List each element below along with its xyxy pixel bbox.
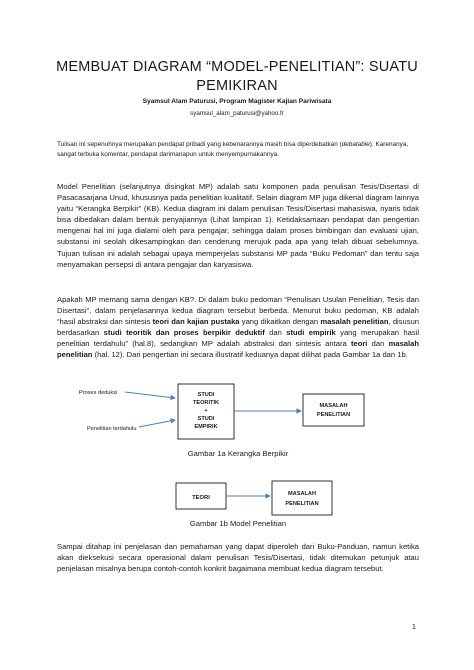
box-left-line: EMPIRIK (194, 424, 218, 430)
figure-1a-caption: Gambar 1a Kerangka Berpikir (187, 449, 289, 458)
para2-bold: studi teoritik dan proses berpikir deduktif (103, 328, 265, 338)
note-emphasis: debatable (341, 141, 370, 148)
figure-1b-diagram (57, 479, 419, 519)
para2-bold: masalah penelitian (320, 317, 389, 327)
box-masalah-penelitian (303, 394, 364, 426)
author-line: Syamsul Alam Paturusi, Program Magister Kajian Pariwisata (142, 98, 332, 105)
label-penelitian-terdahulu: Penelitian terdahulu (87, 426, 137, 432)
box-right-line: MASALAH (319, 403, 348, 409)
para2-text: yang merupakan hasil penelitian terdahulu” (hal.8), sedangkan MP adalah abstraksi dan sintesis antara (57, 328, 420, 349)
box-left-line: STUDI (197, 392, 215, 398)
box-teori-label: TEORI (192, 495, 210, 501)
note-text-1: Tulisan ini sepenuhnya merupakan pendapat pribadi yang kebenarannya masih bisa diperdebatkan ( (57, 141, 342, 148)
box-left-line: + (204, 408, 208, 414)
box-masalah-penelitian-1b (272, 481, 332, 515)
para2-text: (hal. 12). Dari pengertian ini secara illustratif keduanya dapat dilihat pada Gambar 1a dan 1b. (92, 350, 408, 360)
paragraph-definitions (57, 294, 419, 361)
para2-bold: teori dan kajian pustaka (152, 317, 240, 327)
author-email: syamsul_alam_paturusi@yahoo.fr (190, 110, 284, 117)
arrow-deduksi (125, 392, 175, 398)
para2-bold: masalah penelitian (57, 339, 419, 360)
arrow-terdahulu (139, 420, 175, 427)
para2-bold: teori (350, 339, 368, 349)
box-left-line: TEORITIK (192, 400, 220, 406)
paragraph-intro: Model Penelitian (selanjutnya disingkat MP) adalah satu komponen pada penulisan Tesis/Disertasi di Pasacasarjana Unud, khususnya pada penelitian kualitatif. Selain diagram MP juga dikenal diagram lainnya yaitu “Kerangka Berpikir” (KB). Kedua diagram ini dalam penulisan Tesis/Disertasi mahasiswa, nyaris tidak bisa dibedakan dalam bentuk penyajiannya (Lihat lampiran 1). Ketidaksamaan pendapat dan pengertian mengenai hal ini juga dialami oleh para pengajar, sehingga dalam proses bimbingan dan evaluasi ujian, substansi ini seolah dikesampingkan dan cenderung merujuk pada apa yang telah dibuat sebelumnya. Tujuan tulisan ini adalah sebagai upaya memperjelas substansi MP pada “Buku Pedoman” dan tentu saja menyamakan persepsi di antara pengajar dan karyasiswa. (57, 182, 419, 269)
para2-text: dan (367, 339, 389, 349)
label-proses-deduksi: Proses deduksi (79, 390, 118, 396)
page-number: 1 (411, 622, 416, 631)
figure-1b-caption: Gambar 1b Model Penelitian (189, 519, 287, 528)
note-text-2: ). Karenanya, sangat terbuka komentar, pendapat darimanapun untuk menyempurnakannya. (57, 141, 409, 158)
document-title: MEMBUAT DIAGRAM “MODEL-PENELITIAN”: SUATU PEMIKIRAN (56, 59, 418, 94)
para2-text: dan (264, 328, 287, 338)
paragraph-closing: Sampai ditahap ini penjelasan dan pemahaman yang dapat diperoleh dari Buku-Panduan, namun ketika akan dieksekusi secara operasional dalam penulisan Tesis/Disertasi, tidak ditemukan petunjuk atau penjelasan misalnya berupa contoh-contoh konkrit bagaimana membuat kedua diagram tersebut. (57, 542, 419, 574)
para2-text: , disusun berdasarkan (57, 317, 420, 338)
disclaimer-note (57, 140, 419, 159)
para2-text: yang dikaitkan dengan (239, 317, 321, 327)
box-right-line: MASALAH (288, 491, 316, 497)
figure-1a-diagram (57, 382, 419, 442)
box-right-line: PENELITIAN (285, 501, 319, 507)
box-right-line: PENELITIAN (316, 412, 351, 418)
para2-bold: studi empirik (286, 328, 336, 338)
para2-text: Apakah MP memang sama dengan KB?. Di dalam buku pedoman “Penulisan Usulan Penelitian, Tesis dan Disertasi”, dalam penjelasannya kedua diagram tersebut berbeda. Menurut buku pedoman, KB adalah “hasil abstraksi dan sintesis (57, 295, 419, 327)
box-left-line: STUDI (197, 416, 215, 422)
